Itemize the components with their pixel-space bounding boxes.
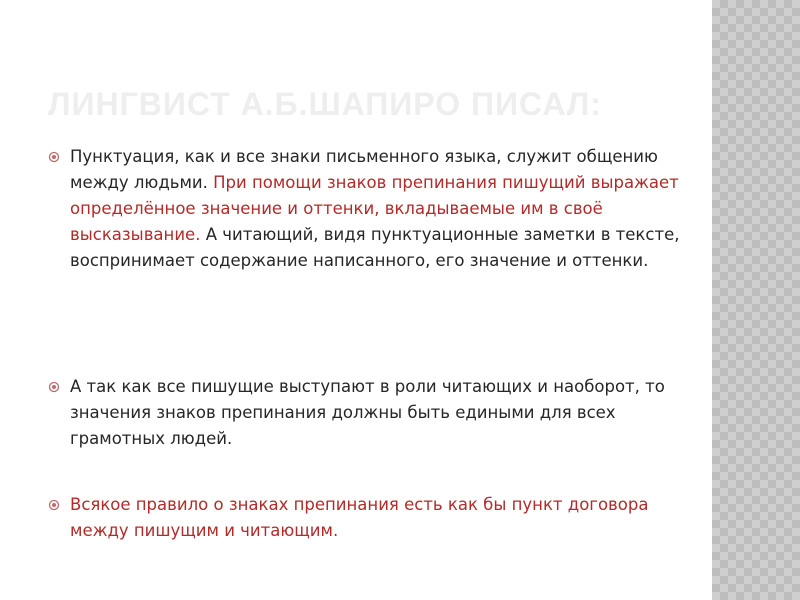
circle-bullet-icon [48,381,60,393]
circle-bullet-icon [48,151,60,163]
bullet-text-normal: А читающий, видя пунктуационные заметки в тексте, воспринимает содержание написанного, его значение и оттенки. [70,225,680,270]
bullet-text-normal: А так как все пишущие выступают в роли читающих и наоборот, то значения знаков препинания должны быть едиными для всех грамотных людей. [70,377,665,448]
circle-bullet-icon [48,499,60,511]
bullet-item-1 [48,144,698,274]
bullet-item-2 [48,374,698,452]
bullet-text-normal: Пунктуация, как и все знаки письменного языка, служит общению между людьми. [70,147,658,192]
decorative-side-panel [712,0,800,600]
bullet-text [70,492,698,544]
bullet-text [70,374,698,452]
slide-title: ЛИНГВИСТ А.Б.ШАПИРО ПИСАЛ: [48,86,602,122]
bullet-text [70,144,698,274]
bullet-text-highlight: Всякое правило о знаках препинания есть как бы пункт договора между пишущим и читающим. [70,495,649,540]
bullet-item-3 [48,492,698,544]
bullet-text-highlight: При помощи знаков препинания пишущий выражает определённое значение и оттенки, вкладываемые им в своё высказывание. [70,173,679,244]
